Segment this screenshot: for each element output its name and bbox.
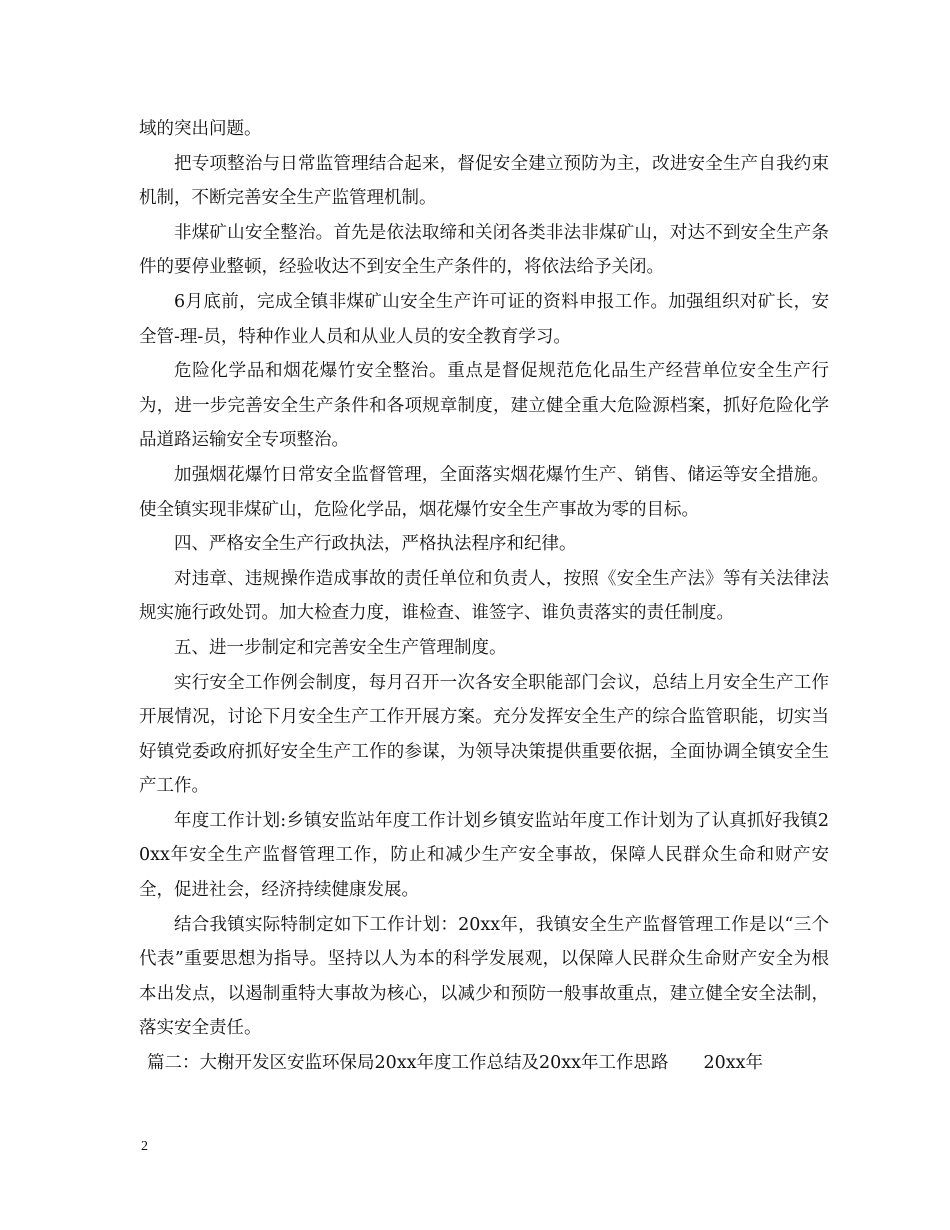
paragraph-license-application: 6月底前，完成全镇非煤矿山安全生产许可证的资料申报工作。加强组织对矿长，安全管-理-员，特种作业人员和从业人员的安全教育学习。	[139, 291, 829, 347]
paragraph-fireworks-supervision: 加强烟花爆竹日常安全监督管理，全面落实烟花爆竹生产、销售、储运等安全措施。使全镇实现非煤矿山，危险化学品，烟花爆竹安全生产事故为零的目标。	[139, 464, 829, 520]
page-number: 2	[141, 1139, 148, 1154]
paragraph-plan-guidance: 结合我镇实际特制定如下工作计划：20xx年，我镇安全生产监督管理工作是以“三个代表”重要思想为指导。坚持以人为本的科学发展观，以保障人民群众生命财产安全为根本出发点，以遏制重特大事故为核心，以减少和预防一般事故重点，建立健全安全法制，落实安全责任。	[139, 914, 829, 1039]
paragraph-annual-plan: 年度工作计划:乡镇安监站年度工作计划乡镇安监站年度工作计划为了认真抓好我镇20xx年安全生产监督管理工作，防止和减少生产安全事故，保障人民群众生命和财产安全，促进社会，经济持续健康发展。	[139, 810, 829, 901]
paragraph-hazardous-chemicals: 危险化学品和烟花爆竹安全整治。重点是督促规范危化品生产经营单位安全生产行为，进一步完善安全生产条件和各项规章制度，建立健全重大危险源档案，抓好危险化学品道路运输安全专项整治。	[139, 361, 829, 451]
paragraph-safety-meetings: 实行安全工作例会制度，每月召开一次各安全职能部门会议，总结上月安全生产工作开展情况，讨论下月安全生产工作开展方案。充分发挥安全生产的综合监管职能，切实当好镇党委政府抓好安全生产工作的参谋，为领导决策提供重要依据，全面协调全镇安全生产工作。	[139, 672, 829, 797]
paragraph-part-two-title: 篇二：大榭开发区安监环保局20xx年度工作总结及20xx年工作思路 20xx年	[147, 1053, 764, 1074]
paragraph-non-coal-mine-rectification: 非煤矿山安全整治。首先是依法取缔和关闭各类非法非煤矿山，对达不到安全生产条件的要停业整顿，经验收达不到安全生产条件的，将依法给予关闭。	[139, 222, 829, 278]
heading-management-system: 五、进一步制定和完善安全生产管理制度。	[174, 637, 507, 658]
heading-law-enforcement: 四、严格安全生产行政执法，严格执法程序和纪律。	[174, 534, 577, 555]
document-body	[139, 112, 829, 1081]
paragraph-supervision-combination: 把专项整治与日常监管理结合起来，督促安全建立预防为主，改进安全生产自我约束机制，不断完善安全生产监管理机制。	[139, 153, 829, 209]
paragraph-continuation: 域的突出问题。	[139, 119, 262, 139]
paragraph-penalties: 对违章、违规操作造成事故的责任单位和负责人，按照《安全生产法》等有关法律法规实施行政处罚。加大检查力度，谁检查、谁签字、谁负责落实的责任制度。	[139, 568, 829, 624]
